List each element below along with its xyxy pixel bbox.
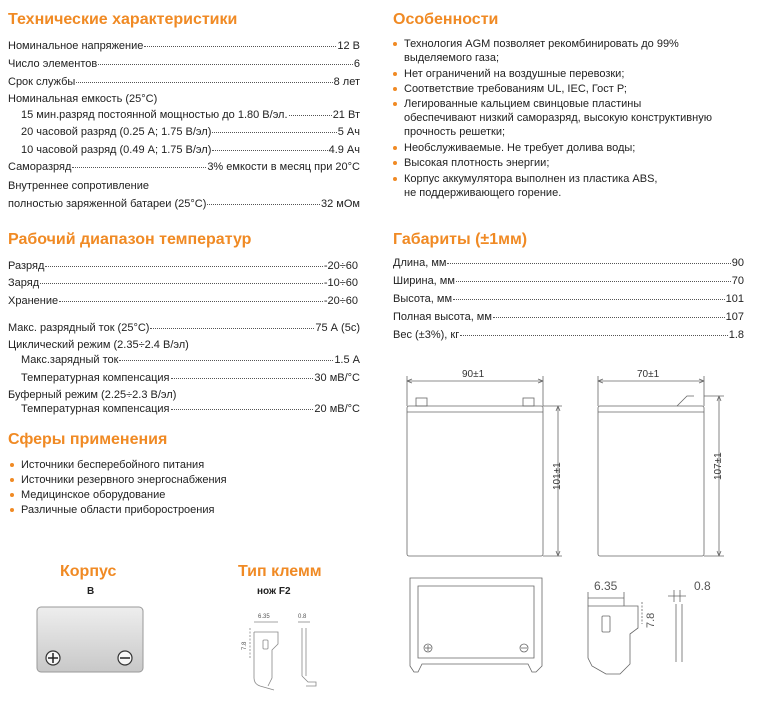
temp-row <box>21 372 360 385</box>
side-width-label: 70±1 <box>637 369 660 380</box>
dims-value: 101 <box>725 293 744 305</box>
temp-label: Температурная компенсация <box>21 403 170 415</box>
spec-value: 3% емкости в месяц при 20°С <box>207 161 360 173</box>
dot-leader <box>171 378 314 379</box>
dims-value: 107 <box>725 311 744 323</box>
terminal-thickness-label: 0.8 <box>694 579 711 593</box>
terminal-dim-height: 7.8 <box>242 641 248 650</box>
temp-row <box>8 322 360 335</box>
terminal-f2-drawing <box>232 606 332 692</box>
dims-row <box>393 311 744 324</box>
spec-value: 8 лет <box>333 76 360 88</box>
terminal-dim-width: 6.35 <box>258 614 270 620</box>
dot-leader <box>212 150 327 151</box>
dot-leader <box>493 317 725 318</box>
positive-terminal-icon <box>46 651 60 665</box>
dot-leader <box>453 299 725 300</box>
spec-row <box>21 126 360 139</box>
temp-row <box>8 277 358 290</box>
temp-value: -10÷60 <box>323 277 358 289</box>
dot-leader <box>40 283 323 284</box>
temp-label: Температурная компенсация <box>21 372 170 384</box>
spec-value: 21 Вт <box>332 109 360 121</box>
feature-item: Высокая плотность энергии; <box>404 157 550 169</box>
spec-label: Внутреннее сопротивление <box>8 180 149 192</box>
dims-label: Высота, мм <box>393 293 453 305</box>
terminal-title: Тип клемм <box>238 563 322 580</box>
temp-label: Циклический режим (2.35÷2.4 В/эл) <box>8 339 189 351</box>
terminal-dim-thickness: 0.8 <box>298 614 307 620</box>
dot-leader <box>45 266 322 267</box>
dims-row <box>393 293 744 306</box>
dims-row <box>393 275 744 288</box>
dot-leader <box>171 409 314 410</box>
spec-row <box>8 198 360 211</box>
spec-label: Саморазряд <box>8 161 72 173</box>
feature-item: Корпус аккумулятора выполнен из пластика ABS, не поддерживающего горение. <box>404 173 658 199</box>
temp-value: 30 мВ/°С <box>314 372 360 384</box>
spec-value: 6 <box>353 58 360 70</box>
feature-item: Легированные кальцием свинцовые пластины обеспечивают низкий саморазряд, высокую конструктивную прочность решетки; <box>404 98 712 138</box>
temp-label: Заряд <box>8 277 40 289</box>
dot-leader <box>212 132 336 133</box>
spec-value: 12 В <box>337 40 360 52</box>
dims-label: Полная высота, мм <box>393 311 492 323</box>
spec-label: Число элементов <box>8 58 98 70</box>
spec-row <box>8 58 360 71</box>
terminal-value: нож F2 <box>257 586 291 597</box>
dims-row <box>393 329 744 342</box>
dot-leader <box>289 115 332 116</box>
temp-label: Хранение <box>8 295 59 307</box>
temp-value: 75 А (5с) <box>315 322 360 334</box>
temp-row <box>21 403 360 416</box>
spec-value: 32 мОм <box>321 198 360 210</box>
apps-item: Источники бесперебойного питания <box>21 459 205 471</box>
temp-label: Макс. разрядный ток (25°С) <box>8 322 150 334</box>
spec-label: полностью заряженной батареи (25°С) <box>8 198 207 210</box>
feature-item: Необслуживаемые. Не требует долива воды; <box>404 142 636 154</box>
front-height-label: 101±1 <box>552 462 563 490</box>
dims-value: 70 <box>731 275 744 287</box>
feature-item: Нет ограничений на воздушные перевозки; <box>404 68 625 80</box>
temp-label: Разряд <box>8 260 45 272</box>
dot-leader <box>447 263 730 264</box>
dot-leader <box>119 360 333 361</box>
spec-value: 4.9 Ач <box>328 144 360 156</box>
apps-item: Различные области приборостроения <box>21 504 215 516</box>
apps-item: Медицинское оборудование <box>21 489 166 501</box>
temp-row <box>8 260 358 273</box>
spec-label: Номинальное напряжение <box>8 40 144 52</box>
negative-terminal-icon <box>118 651 132 665</box>
dot-leader <box>98 64 353 65</box>
dims-label: Вес (±3%), кг <box>393 329 460 341</box>
temp-value: -20÷60 <box>323 295 358 307</box>
spec-row <box>21 144 360 157</box>
features-title: Особенности <box>393 11 499 28</box>
case-value: B <box>87 586 95 597</box>
dims-value: 1.8 <box>728 329 744 341</box>
dot-leader <box>59 301 323 302</box>
dims-label: Ширина, мм <box>393 275 455 287</box>
apps-title: Сферы применения <box>8 431 168 448</box>
dot-leader <box>72 167 206 168</box>
dot-leader <box>207 204 320 205</box>
dot-leader <box>460 335 727 336</box>
case-b-illustration <box>36 606 146 676</box>
dimension-drawing <box>392 366 764 706</box>
terminal-height-label: 7.8 <box>645 612 657 628</box>
dot-leader <box>76 82 332 83</box>
terminal-width-label: 6.35 <box>594 579 618 593</box>
dims-title: Габариты (±1мм) <box>393 231 528 248</box>
dot-leader <box>150 328 314 329</box>
spec-row <box>21 109 360 122</box>
dims-value: 90 <box>731 257 744 269</box>
spec-label: Номинальная емкость (25°C) <box>8 93 158 105</box>
spec-label: Срок службы <box>8 76 76 88</box>
temp-value: -20÷60 <box>323 260 358 272</box>
dot-leader <box>456 281 731 282</box>
temp-value: 1.5 А <box>334 354 360 366</box>
spec-label: 15 мин.разряд постоянной мощностью до 1.80 В/эл. <box>21 109 288 121</box>
spec-row <box>8 40 360 53</box>
dims-label: Длина, мм <box>393 257 447 269</box>
temp-label: Буферный режим (2.25÷2.3 В/эл) <box>8 389 177 401</box>
spec-row <box>8 161 360 174</box>
temp-row <box>8 295 358 308</box>
case-title: Корпус <box>60 563 117 580</box>
side-height-label: 107±1 <box>713 452 724 480</box>
spec-label: 20 часовой разряд (0.25 А; 1.75 В/эл) <box>21 126 212 138</box>
dims-row <box>393 257 744 270</box>
dot-leader <box>144 46 336 47</box>
specs-title: Технические характеристики <box>8 11 238 28</box>
feature-item: Соответствие требованиям UL, IEC, Гост Р; <box>404 83 627 95</box>
spec-label: 10 часовой разряд (0.49 А; 1.75 В/эл) <box>21 144 212 156</box>
spec-value: 5 Ач <box>337 126 360 138</box>
temp-value: 20 мВ/°С <box>314 403 360 415</box>
spec-row <box>8 76 360 89</box>
front-width-label: 90±1 <box>462 369 485 380</box>
feature-item: Технология AGM позволяет рекомбинировать до 99% выделяемого газа; <box>404 38 679 64</box>
apps-item: Источники резервного энергоснабжения <box>21 474 227 486</box>
temp-title: Рабочий диапазон температур <box>8 231 252 248</box>
temp-row <box>21 354 360 367</box>
temp-label: Макс.зарядный ток <box>21 354 119 366</box>
